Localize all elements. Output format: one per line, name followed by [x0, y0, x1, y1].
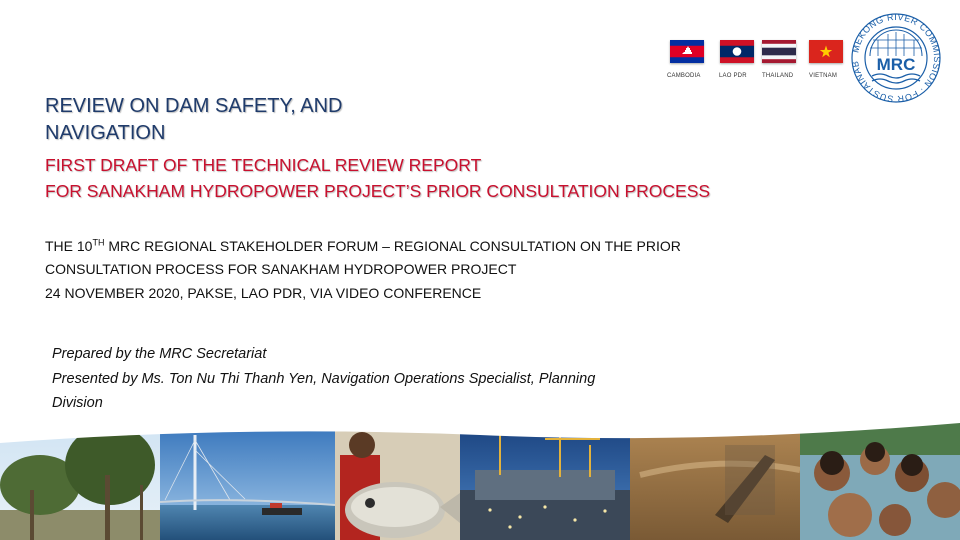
children-swimming-photo	[800, 415, 960, 540]
svg-text:MEKONG RIVER COMMISSION · FOR: MEKONG RIVER COMMISSION · FOR SUSTAINAB	[850, 11, 943, 105]
laos-flag-icon	[720, 40, 754, 63]
country-label: THAILAND	[762, 73, 794, 79]
prepared-by: Prepared by the MRC Secretariat	[52, 346, 267, 362]
presented-by-continued: Division	[52, 395, 103, 411]
presented-by: Presented by Ms. Ton Nu Thi Thanh Yen, Navigation Operations Specialist, Planning	[52, 370, 596, 387]
title-line: NAVIGATION	[45, 122, 166, 144]
photo-strip	[0, 415, 960, 540]
page-subtitle	[45, 152, 710, 204]
event-info	[45, 231, 835, 305]
country-flags	[665, 40, 855, 82]
cambodia-flag-icon	[670, 40, 704, 63]
cable-bridge-photo	[160, 415, 335, 540]
vietnam-flag-icon	[809, 40, 843, 63]
logo-text: MRC	[876, 55, 916, 74]
page-title	[45, 93, 342, 147]
fisherman-photo	[335, 415, 460, 540]
mrc-logo-icon	[848, 10, 944, 106]
title-line: REVIEW ON DAM SAFETY, AND	[45, 95, 343, 117]
subtitle-line: FOR SANAKHAM HYDROPOWER PROJECT’S PRIOR CONSULTATION PROCESS	[45, 181, 711, 201]
event-date-location: 24 NOVEMBER 2020, PAKSE, LAO PDR, VIA VIDEO CONFERENCE	[45, 284, 482, 301]
subtitle-line: FIRST DRAFT OF THE TECHNICAL REVIEW REPORT	[45, 155, 482, 175]
credits	[52, 342, 772, 416]
thailand-flag-icon	[762, 40, 796, 63]
country-label: LAO PDR	[719, 73, 747, 79]
country-label: CAMBODIA	[667, 73, 701, 79]
event-line-2: CONSULTATION PROCESS FOR SANAKHAM HYDROPOWER PROJECT	[45, 261, 517, 278]
country-label: VIETNAM	[809, 73, 838, 79]
event-line-1: THE 10TH MRC REGIONAL STAKEHOLDER FORUM – REGIONAL CONSULTATION ON THE PRIOR	[45, 237, 681, 254]
